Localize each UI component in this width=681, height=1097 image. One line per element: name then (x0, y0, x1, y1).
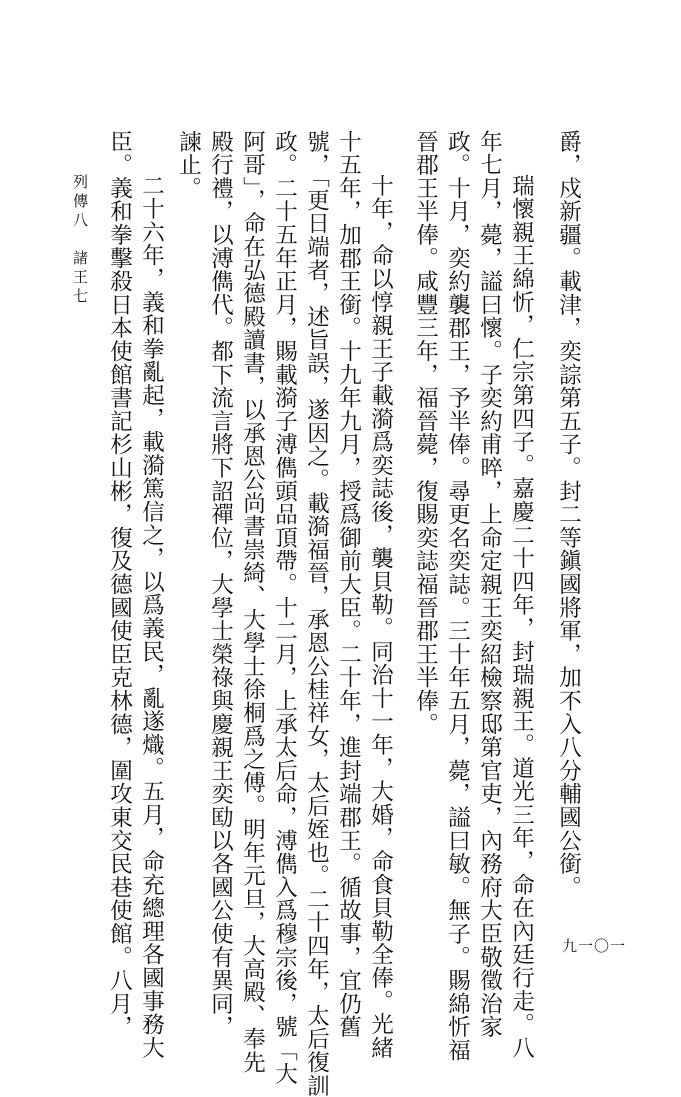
text-column-9: 政。二十五年正月，賜載漪子溥儁頭品頂帶。十二月，上承太后命，溥儁入爲穆宗後，號「大 (271, 130, 298, 1086)
text-column-3: 年七月，薨，謚曰懷。子奕約甫晬，上命定親王奕紹檢察邸第官吏，內務府大臣敬徵治家 (476, 130, 503, 1039)
text-column-4: 政。十月，奕約襲郡王，予半俸。尋更名奕誌。三十年五月，薨，謚曰敏。無子。賜綿忻福 (444, 130, 471, 1062)
text-column-6: 十年，命以惇親王子載漪爲奕誌後，襲貝勒。同治十一年，大婚，命食貝勒全俸。光緒 (367, 174, 394, 1060)
text-column-14: 臣。義和拳擊殺日本使館書記杉山彬，復及德國使臣克林德，圍攻東交民巷使館。八月， (106, 130, 133, 1039)
text-column-1: 爵，戍新疆。載津，奕誴第五子。封二等鎭國將軍，加不入八分輔國公銜。 (555, 130, 582, 899)
text-column-12: 諫止。 (175, 130, 202, 200)
text-column-13: 二十六年，義和拳亂起，載漪篤信之，以爲義民，亂遂熾。五月，命充總理各國事務大 (138, 174, 165, 1060)
text-column-8: 號，「更日端者，述旨誤，遂因之。載漪福晉，承恩公桂祥女，太后姪也。二十四年，太后復訓 (303, 130, 330, 1097)
text-column-5: 晉郡王半俸。咸豐三年，福晉薨，復賜奕誌福晉郡王半俸。 (412, 130, 439, 736)
page-number: 九一〇一 (562, 937, 627, 955)
text-column-11: 殿行禮，以溥儁代。都下流言將下詔禪位，大學士榮祿與慶親王奕劻以各國公使有異同， (207, 130, 234, 1039)
text-column-10: 阿哥」，命在弘德殿讀書，以承恩公尚書崇綺、大學士徐桐爲之傅。明年元旦，大高殿、奉先 (239, 130, 266, 1075)
text-column-7: 十五年，加郡王銜。十九年九月，授爲御前大臣。二十年，進封端郡王。循故事，宜仍舊 (335, 130, 362, 1039)
text-column-2: 瑞懷親王綿忻，仁宗第四子。嘉慶二十四年，封瑞親王。道光三年，命在內廷行走。八 (508, 174, 535, 1060)
chapter-running-head: 列傳八 諸王七 (71, 174, 89, 307)
